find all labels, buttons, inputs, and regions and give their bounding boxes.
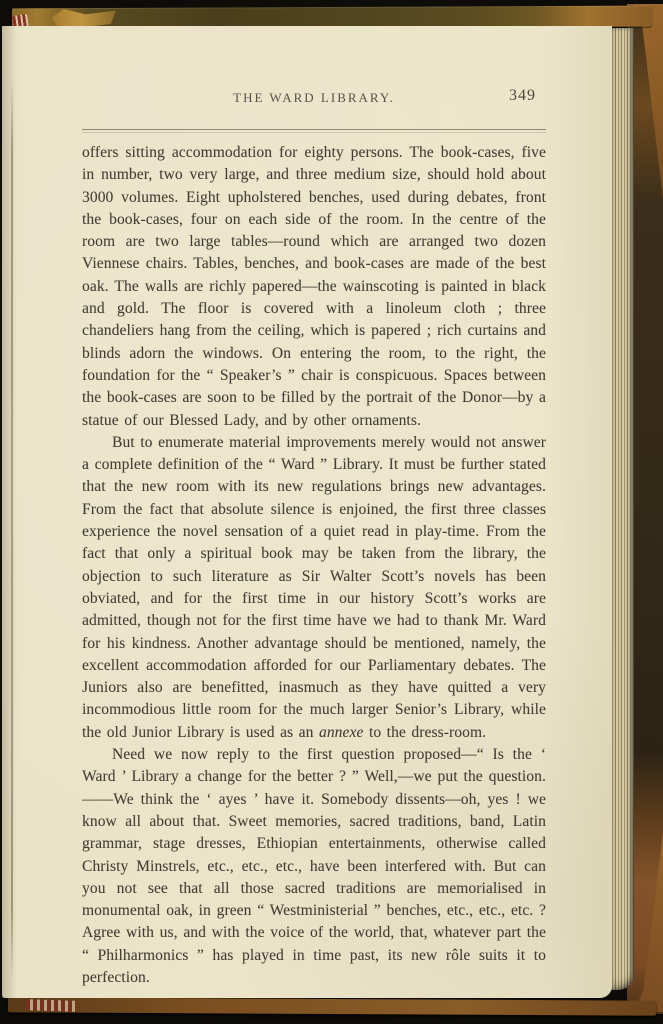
paragraph-1: offers sitting accommodation for eighty persons. The book-cases, five in number, two very large, and three medium size, should hold about 3000 volumes. Eight upholstered benches, used during debates, front the book-cases, four on each side of the room. In the centre of the room are two large tables—round which are arranged two dozen Viennese chairs. Tables, benches, and book-cases are made of the best oak. The walls are richly papered—the wainscoting is painted in black and gold. The floor is covered with a linoleum cloth ; three chandeliers hang from the ceiling, which is papered ; rich curtains and blinds adorn the windows. On entering the room, to the right, the foundation for the “ Speaker’s ” chair is conspicuous. Spaces between the book-cases are soon to be filled by the portrait of the Donor—by a statue of our Blessed Lady, and by other ornaments. xyxy=(82,144,546,429)
page-title: THE WARD LIBRARY. xyxy=(233,90,395,105)
page-number: 349 xyxy=(509,87,536,104)
paragraph-2-italic-annexe: annexe xyxy=(318,723,364,741)
cover-bottom-edge xyxy=(8,997,656,1015)
paragraph-2-text: But to enumerate material improvements merely would not answer a complete definition of the “ Ward ” Library. It must be further stated that the new room with its new regulations brings new advantages. From the fact that absolute silence is enjoined, the first three classes experience the novel sensation of a quiet read in play-time. From the fact that only a spiritual book may be taken from the library, the objection to such literature as Sir Walter Scott’s novels has been obviated, and for the first time in our history Scott’s works are admitted, though not for the first time have we had to thank Mr. Ward for his kindness. Another advantage should be mentioned, namely, the excellent accommodation afforded for our Parliamentary debates. The Juniors also are benefitted, inasmuch as they have quitted a very incommodious little room for the much larger Senior’s Library, while the old Junior Library is used as an xyxy=(82,433,546,741)
gutter-crease xyxy=(11,82,13,978)
page-fore-edge-stack xyxy=(610,28,634,990)
headband-bottom xyxy=(26,999,76,1012)
paragraph-3: Need we now reply to the first question proposed—“ Is the ‘ Ward ’ Library a change for the better ? ” Well,—we put the question.——We think the ‘ ayes ’ have it. Somebody dissents—oh, yes ! we know all about that. Sweet memories, sacred traditions, band, Latin grammar, stage dresses, Ethiopian entertainments, otherwise called Christy Minstrels, etc., etc., etc., have been interfered with. But can you not see that all those sacred traditions are memorialised in monumental oak, in green “ Westministerial ” benches, etc., etc., etc. ? Agree with us, and with the voice of the world, that, whatever part the “ Philharmonics ” has played in time past, its new rôle suits it to perfection. xyxy=(82,746,546,986)
header-rule-echo xyxy=(82,132,546,133)
header-rule xyxy=(82,129,546,130)
body-text xyxy=(82,142,546,989)
running-head xyxy=(82,87,546,112)
printed-text-block xyxy=(82,87,546,989)
paragraph-2 xyxy=(82,432,546,744)
paragraph-2-text-end: to the dress-room. xyxy=(363,723,487,741)
gutter-shade xyxy=(2,26,16,998)
